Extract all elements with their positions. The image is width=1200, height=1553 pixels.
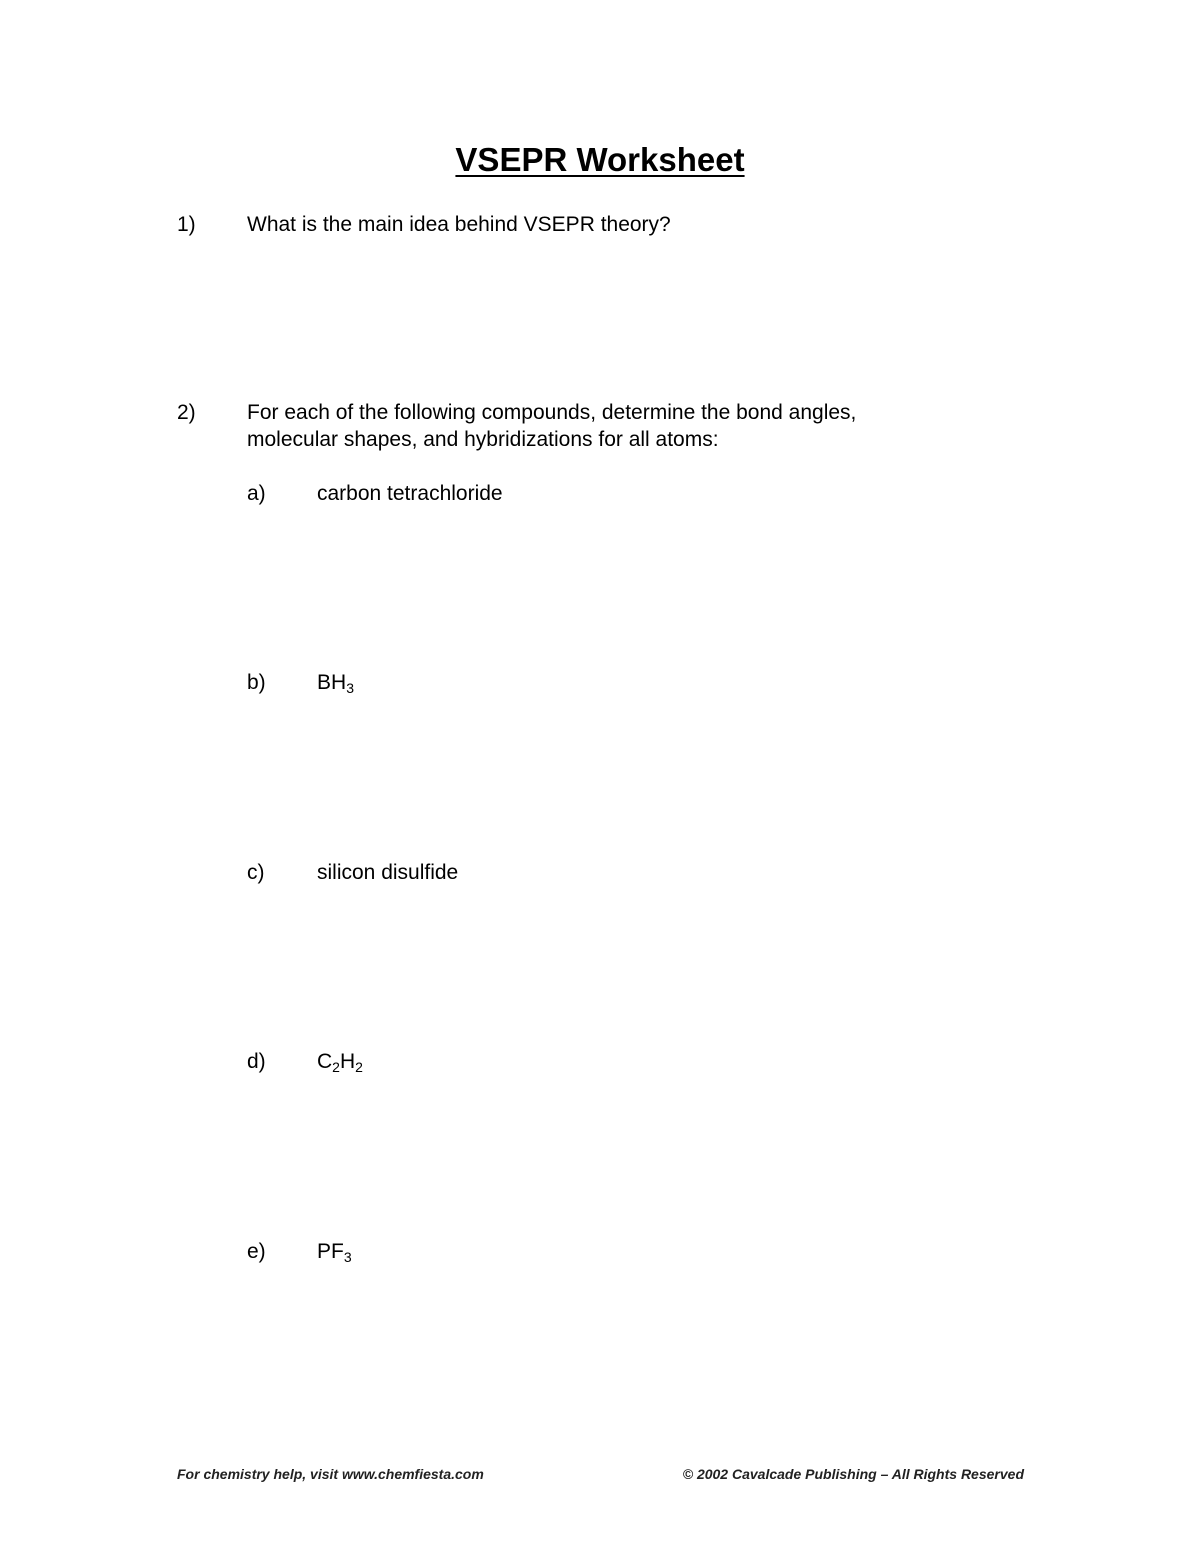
item-e-formula: PF3 bbox=[317, 1240, 352, 1265]
footer-help-text: For chemistry help, visit www.chemfiesta.com bbox=[177, 1466, 484, 1482]
item-e-letter: e) bbox=[247, 1240, 266, 1263]
question-2-line-1: For each of the following compounds, determine the bond angles, bbox=[247, 401, 857, 424]
question-2-line-2: molecular shapes, and hybridizations for all atoms: bbox=[247, 428, 719, 451]
item-b-formula: BH3 bbox=[317, 671, 354, 696]
question-1-text: What is the main idea behind VSEPR theory? bbox=[247, 213, 671, 236]
item-b-letter: b) bbox=[247, 671, 266, 694]
question-1-number: 1) bbox=[177, 213, 196, 236]
item-d-letter: d) bbox=[247, 1050, 266, 1073]
item-c-text: silicon disulfide bbox=[317, 861, 459, 884]
footer-copyright: © 2002 Cavalcade Publishing – All Rights Reserved bbox=[682, 1466, 1024, 1482]
item-a-letter: a) bbox=[247, 482, 266, 505]
item-c-letter: c) bbox=[247, 861, 265, 884]
question-2-number: 2) bbox=[177, 401, 196, 424]
item-a-text: carbon tetrachloride bbox=[317, 482, 503, 505]
item-d-formula: C2H2 bbox=[317, 1050, 363, 1075]
page-title: VSEPR Worksheet bbox=[455, 141, 745, 178]
